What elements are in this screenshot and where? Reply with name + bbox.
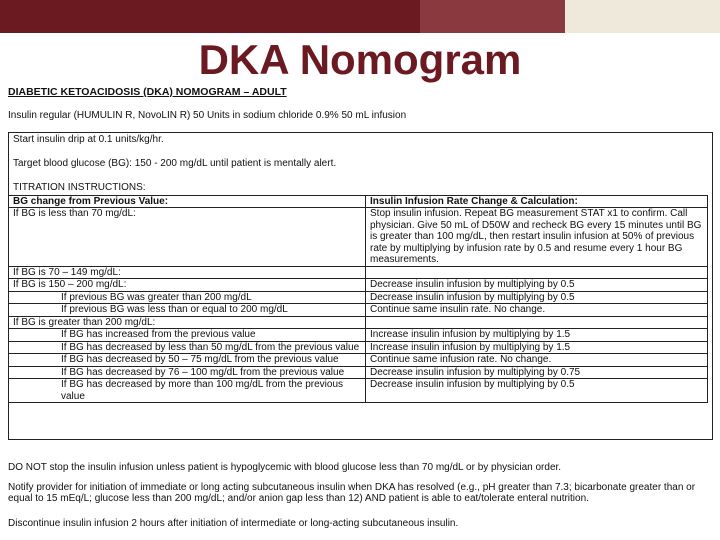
- insulin-order-line: Insulin regular (HUMULIN R, NovoLIN R) 50 Units in sodium chloride 0.9% 50 mL infusion: [8, 110, 407, 121]
- header-band: [0, 0, 720, 33]
- table-body: [9, 208, 708, 403]
- header-band-segment: [420, 0, 565, 33]
- table-row: [9, 379, 708, 403]
- rate-action-cell: Decrease insulin infusion by multiplying by 0.5: [366, 279, 708, 292]
- table-row: [9, 291, 708, 304]
- table-row: [9, 266, 708, 279]
- column-header-rate-change: Insulin Infusion Rate Change & Calculation:: [366, 196, 708, 208]
- bg-condition-cell: If BG is 150 – 200 mg/dL:: [9, 279, 366, 292]
- rate-action-cell: Decrease insulin infusion by multiplying by 0.5: [366, 291, 708, 304]
- rate-action-cell: Stop insulin infusion. Repeat BG measurement STAT x1 to confirm. Call physician. Give 50 mL of D50W and recheck BG every 15 minutes until BG is greater than 100 mg/dL, then restart insulin infusion at 50% of previous rate by multiplying by infusion rate by 0.5 and resume every 1 hour BG measurements.: [366, 208, 708, 267]
- table-row: [9, 341, 708, 354]
- bg-condition-cell: If BG has decreased by more than 100 mg/dL from the previous value: [9, 379, 366, 403]
- header-band-segment: [0, 0, 420, 33]
- bg-condition-cell: If BG is 70 – 149 mg/dL:: [9, 266, 366, 279]
- table-row: [9, 304, 708, 317]
- titration-heading: TITRATION INSTRUCTIONS:: [13, 182, 146, 193]
- table-row: [9, 366, 708, 379]
- rate-action-cell: Decrease insulin infusion by multiplying by 0.75: [366, 366, 708, 379]
- bg-condition-cell: If BG has decreased by 50 – 75 mg/dL from the previous value: [9, 354, 366, 367]
- rate-action-cell: Continue same insulin rate. No change.: [366, 304, 708, 317]
- rate-action-cell: [366, 266, 708, 279]
- footer-note-discontinue: Discontinue insulin infusion 2 hours after initiation of intermediate or long-acting subcutaneous insulin.: [8, 518, 459, 529]
- target-bg-line: Target blood glucose (BG): 150 - 200 mg/dL until patient is mentally alert.: [13, 158, 337, 169]
- table-row: [9, 279, 708, 292]
- bg-condition-cell: If BG is less than 70 mg/dL:: [9, 208, 366, 267]
- table-header-row: [9, 196, 708, 208]
- rate-action-cell: Decrease insulin infusion by multiplying by 0.5: [366, 379, 708, 403]
- rate-action-cell: Increase insulin infusion by multiplying by 1.5: [366, 341, 708, 354]
- start-rate-line: Start insulin drip at 0.1 units/kg/hr.: [13, 134, 164, 145]
- bg-condition-cell: If previous BG was greater than 200 mg/dL: [9, 291, 366, 304]
- rate-action-cell: Increase insulin infusion by multiplying by 1.5: [366, 329, 708, 342]
- bg-condition-cell: If BG has increased from the previous value: [9, 329, 366, 342]
- footer-note-stop: DO NOT stop the insulin infusion unless patient is hypoglycemic with blood glucose less than 70 mg/dL or by physician order.: [8, 462, 562, 473]
- table-row: [9, 208, 708, 267]
- rate-action-cell: [366, 316, 708, 329]
- slide-title: DKA Nomogram: [198, 36, 522, 83]
- bg-condition-cell: If BG is greater than 200 mg/dL:: [9, 316, 366, 329]
- bg-condition-cell: If BG has decreased by 76 – 100 mg/dL from the previous value: [9, 366, 366, 379]
- bg-condition-cell: If previous BG was less than or equal to 200 mg/dL: [9, 304, 366, 317]
- document-title: DIABETIC KETOACIDOSIS (DKA) NOMOGRAM – ADULT: [8, 86, 287, 98]
- header-band-segment: [565, 0, 720, 33]
- table-row: [9, 316, 708, 329]
- table-row: [9, 354, 708, 367]
- footer-note-notify: Notify provider for initiation of immediate or long acting subcutaneous insulin when DKA has resolved (e.g., pH greater than 7.3; bicarbonate greater than or equal to 15 mEq/L; glucose less than 200 mg/dL; and/or anion gap less than 12) AND patient is able to eat/tolerate enteral nutrition.: [8, 482, 696, 504]
- bg-condition-cell: If BG has decreased by less than 50 mg/dL from the previous value: [9, 341, 366, 354]
- table-row: [9, 329, 708, 342]
- nomogram-document: [5, 86, 715, 438]
- column-header-bg-change: BG change from Previous Value:: [9, 196, 366, 208]
- titration-table: [8, 195, 708, 403]
- rate-action-cell: Continue same infusion rate. No change.: [366, 354, 708, 367]
